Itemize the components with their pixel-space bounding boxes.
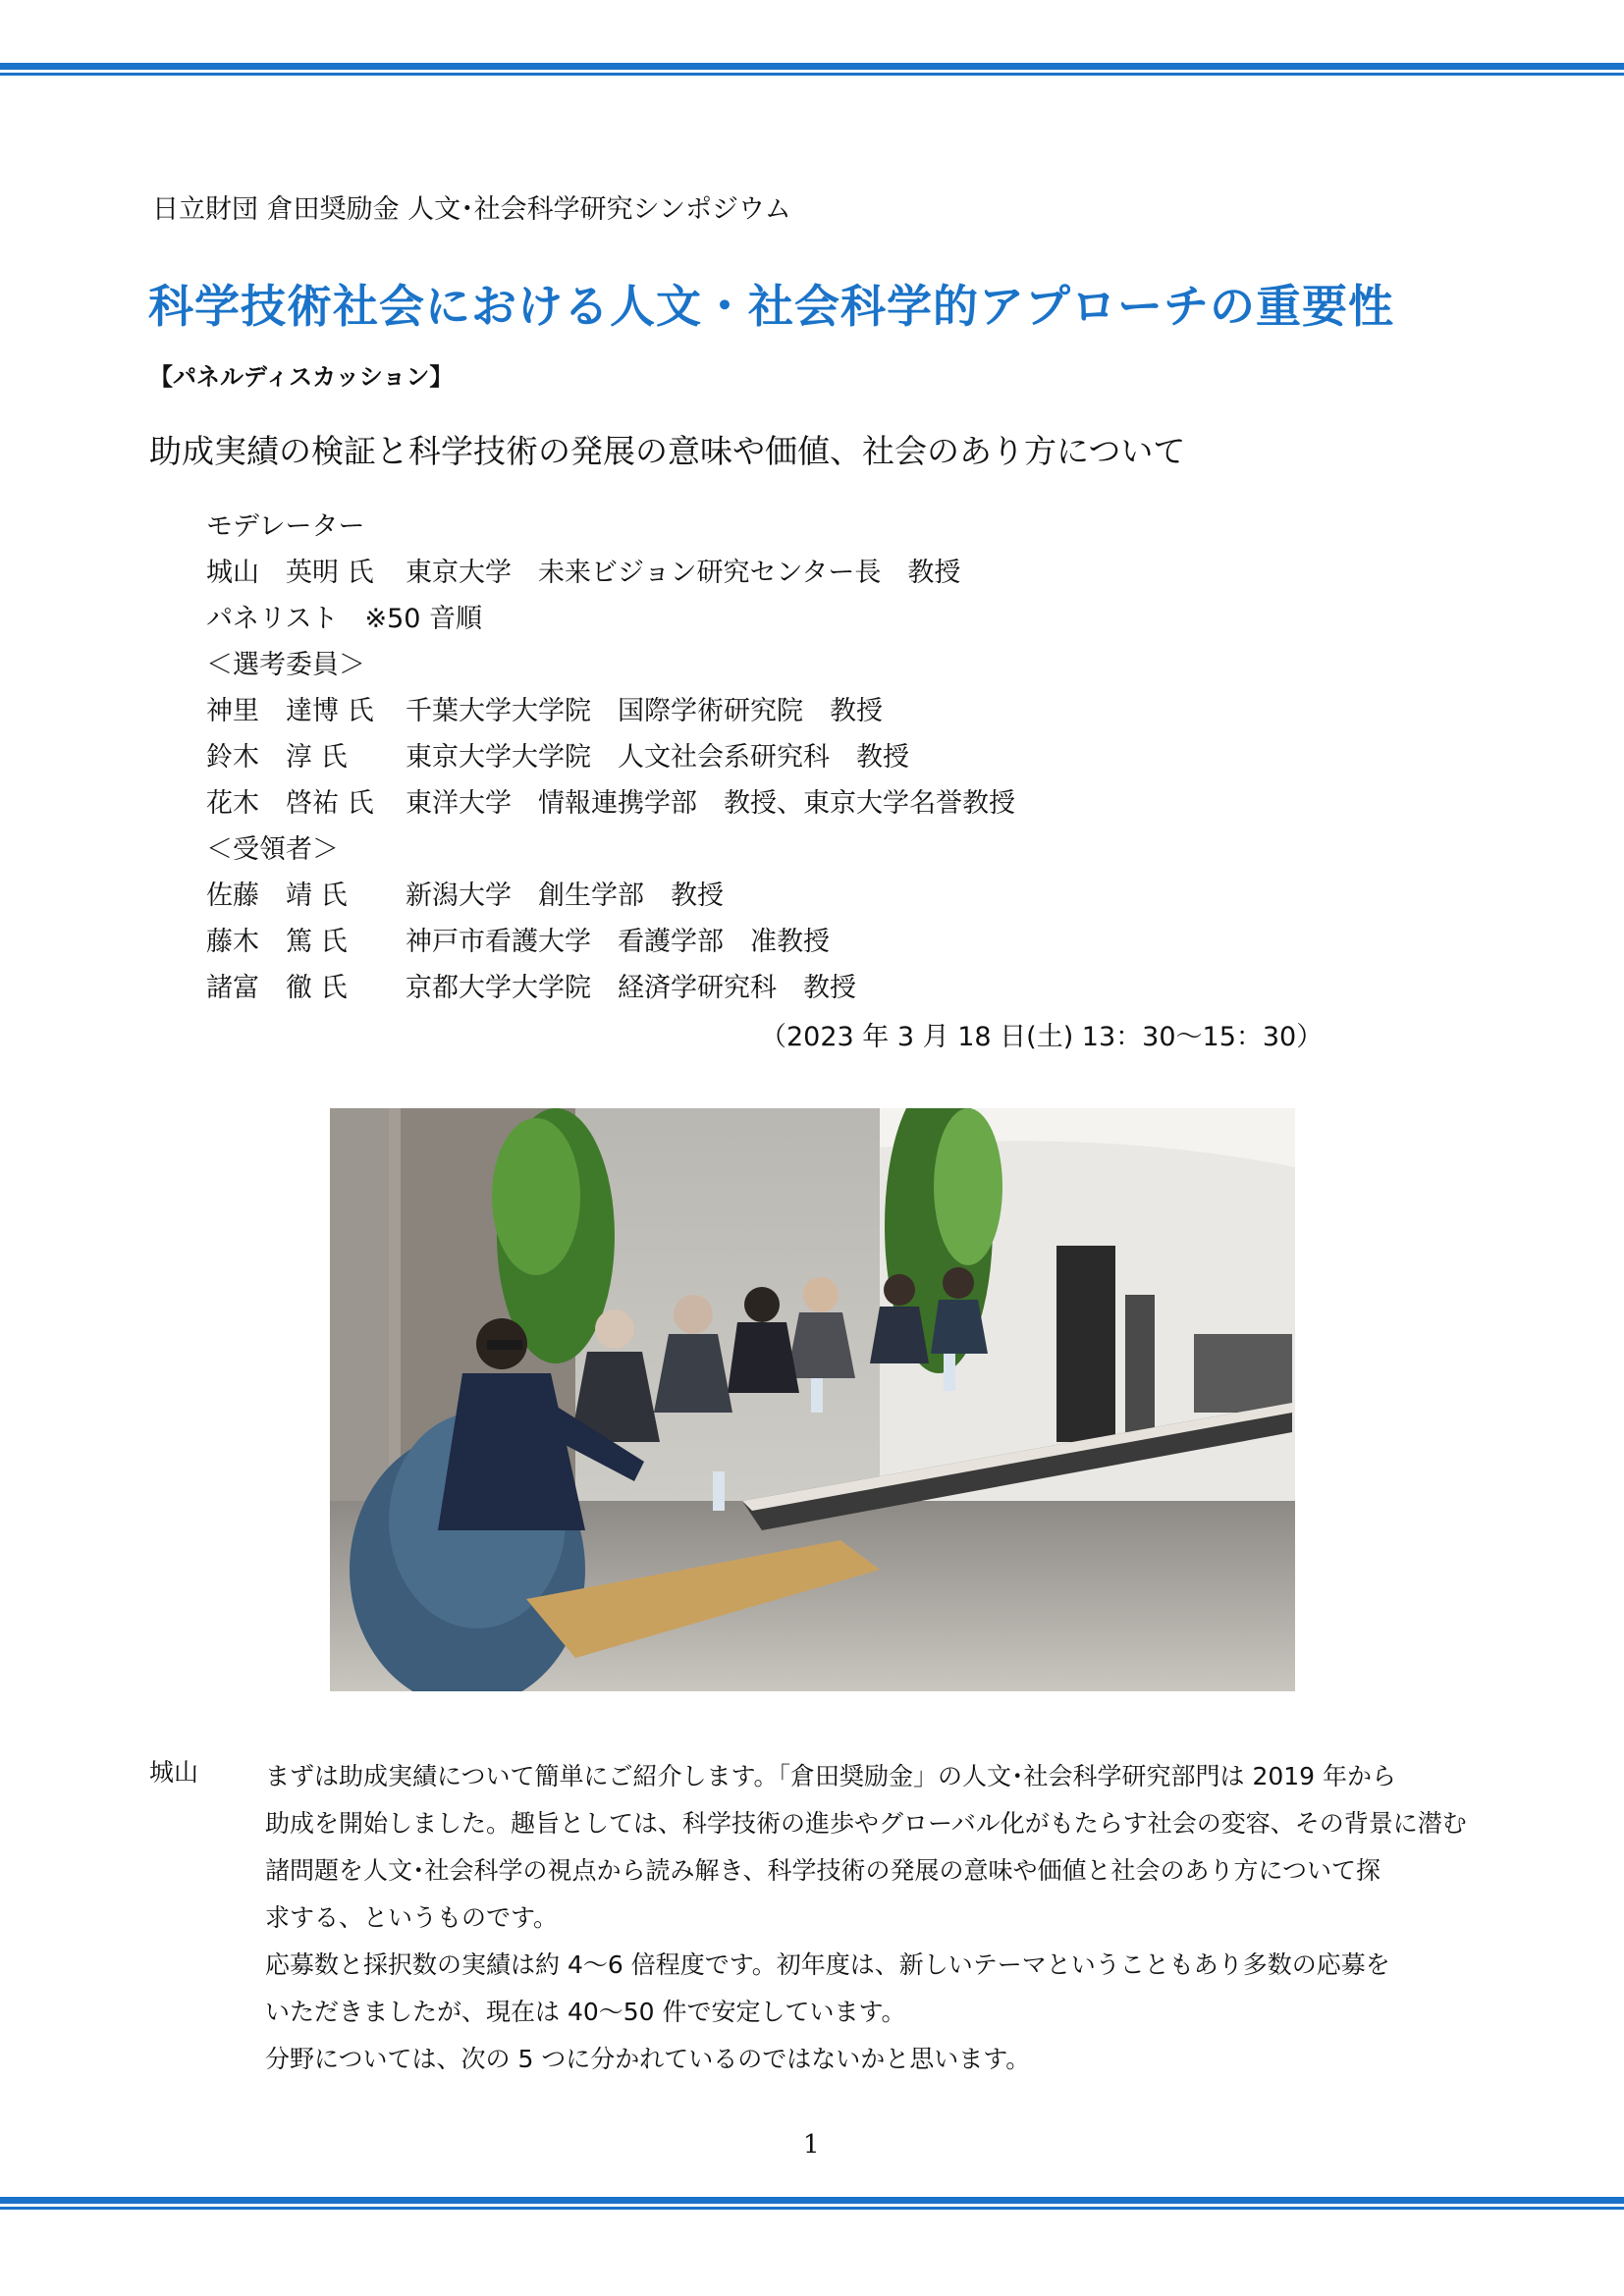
recipients-heading: ＜受領者＞ xyxy=(206,834,339,865)
page-title: 科学技術社会における人文・社会科学的アプローチの重要性 xyxy=(148,280,1394,333)
participant-row xyxy=(206,965,1015,1011)
participant-row xyxy=(206,734,1015,780)
participant-row xyxy=(206,688,1015,734)
transcript-line: まずは助成実績について簡単にご紹介します。「倉田奨励金」の人文･社会科学研究部門は 2019 年から xyxy=(265,1762,1397,1790)
panelist-heading: パネリスト ※50 音順 xyxy=(206,604,483,634)
participant-affiliation: 京都大学大学院 経済学研究科 教授 xyxy=(406,973,856,1003)
transcript-line: 応募数と採択数の実績は約 4～6 倍程度です。初年度は、新しいテーマということもあり多数の応募を xyxy=(265,1950,1390,1979)
participant-name: 花木 啓祐 氏 xyxy=(206,788,374,819)
bottom-rule xyxy=(0,2197,1624,2210)
participant-name: 藤木 篤 氏 xyxy=(206,927,348,957)
moderator-heading: モデレーター xyxy=(206,511,365,542)
participant-name: 鈴木 淳 氏 xyxy=(206,742,348,773)
speaker-name: 城山 xyxy=(149,1758,199,1787)
panel-discussion-photo xyxy=(330,1108,1295,1691)
event-subtitle: 日立財団 倉田奨励金 人文･社会科学研究シンポジウム xyxy=(152,194,791,225)
transcript-body xyxy=(265,1753,1502,2083)
participant-affiliation: 東京大学大学院 人文社会系研究科 教授 xyxy=(406,742,909,773)
participant-name: 佐藤 靖 氏 xyxy=(206,881,348,911)
participant-roster xyxy=(206,504,1015,1011)
participant-row xyxy=(206,780,1015,827)
event-datetime: （2023 年 3 月 18 日(土) 13：30～15：30） xyxy=(760,1022,1324,1052)
transcript-line: 助成を開始しました。趣旨としては、科学技術の進歩やグローバル化がもたらす社会の変容、その背景に潜む xyxy=(265,1809,1467,1838)
participant-affiliation: 東京大学 未来ビジョン研究センター長 教授 xyxy=(406,558,961,588)
moderator-row xyxy=(206,550,1015,596)
participant-affiliation: 新潟大学 創生学部 教授 xyxy=(406,881,724,911)
page-number: 1 xyxy=(803,2130,820,2160)
participant-affiliation: 千葉大学大学院 国際学術研究院 教授 xyxy=(406,696,883,726)
participant-row xyxy=(206,873,1015,919)
committee-heading: ＜選考委員＞ xyxy=(206,650,365,680)
participant-name: 城山 英明 氏 xyxy=(206,558,374,588)
participant-affiliation: 東洋大学 情報連携学部 教授、東京大学名誉教授 xyxy=(406,788,1015,819)
transcript-line: 求する、というものです。 xyxy=(265,1903,559,1932)
participant-name: 諸富 徹 氏 xyxy=(206,973,348,1003)
transcript-line: 分野については、次の 5 つに分かれているのではないかと思います。 xyxy=(265,2045,1031,2073)
section-label: 【パネルディスカッション】 xyxy=(149,363,454,391)
participant-name: 神里 達博 氏 xyxy=(206,696,374,726)
top-rule xyxy=(0,63,1624,76)
transcript-line: いただきましたが、現在は 40～50 件で安定しています。 xyxy=(265,1998,906,2026)
participant-affiliation: 神戸市看護大学 看護学部 准教授 xyxy=(406,927,830,957)
transcript-line: 諸問題を人文･社会科学の視点から読み解き、科学技術の発展の意味や価値と社会のあり方について探 xyxy=(265,1856,1381,1885)
section-title: 助成実績の検証と科学技術の発展の意味や価値、社会のあり方について xyxy=(149,432,1186,470)
participant-row xyxy=(206,919,1015,965)
